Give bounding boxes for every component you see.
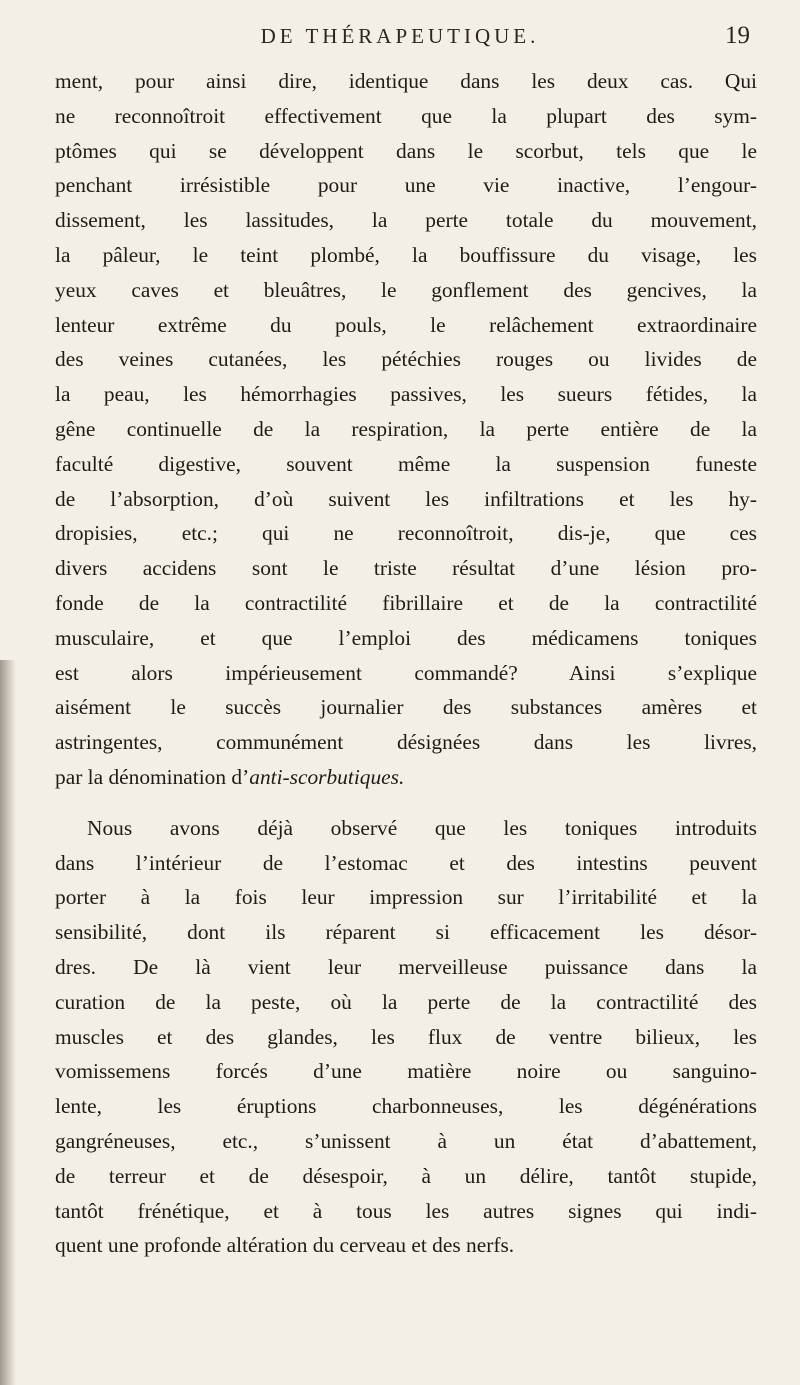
text-line: quent une profonde altération du cerveau et des nerfs. [55, 1233, 515, 1258]
running-head [0, 24, 800, 64]
text-line: divers accidens sont le triste résultat d’une lésion pro- [55, 556, 757, 581]
paragraph [55, 811, 757, 1263]
text-line: Nous avons déjà observé que les toniques introduits [87, 815, 757, 840]
page-edge-shadow [0, 660, 16, 1385]
text-line: curation de la peste, où la perte de la contractilité des [55, 989, 757, 1014]
text-line: sensibilité, dont ils réparent si efficacement les désor- [55, 920, 757, 945]
text-line: vomissemens forcés d’une matière noire ou sanguino- [55, 1059, 757, 1084]
text-line: musculaire, et que l’emploi des médicamens toniques [55, 625, 757, 650]
text-line: fonde de la contractilité fibrillaire et de la contractilité [55, 590, 757, 615]
text-line: lenteur extrême du pouls, le relâchement extraordinaire [55, 312, 757, 337]
text-line: gangréneuses, etc., s’unissent à un état d’abattement, [55, 1128, 757, 1153]
text-line: des veines cutanées, les pétéchies rouges ou livides de [55, 347, 757, 372]
text-line: tantôt frénétique, et à tous les autres signes qui indi- [55, 1198, 757, 1223]
text-line: dans l’intérieur de l’estomac et des intestins peuvent [55, 850, 757, 875]
text-line: dropisies, etc.; qui ne reconnoîtroit, dis-je, que ces [55, 521, 757, 546]
page-number: 19 [725, 22, 750, 49]
paragraph-gap [55, 795, 757, 811]
text-line: dissement, les lassitudes, la perte totale du mouvement, [55, 208, 757, 233]
running-title: DE THÉRAPEUTIQUE. [260, 24, 540, 48]
text-line: porter à la fois leur impression sur l’irritabilité et la [55, 885, 757, 910]
text-line: ne reconnoîtroit effectivement que la plupart des sym- [55, 103, 757, 128]
text-line: lente, les éruptions charbonneuses, les dégénérations [55, 1094, 757, 1119]
text-line: penchant irrésistible pour une vie inactive, l’engour- [55, 173, 757, 198]
italic-term: anti-scorbutiques. [249, 764, 405, 789]
text-line: yeux caves et bleuâtres, le gonflement des gencives, la [55, 277, 757, 302]
text-line: astringentes, communément désignées dans les livres, [55, 730, 757, 755]
text-line-final [55, 760, 757, 795]
text-line: faculté digestive, souvent même la suspension funeste [55, 451, 757, 476]
text-run: par la dénomination d’ [55, 764, 250, 789]
text-line: ptômes qui se développent dans le scorbut, tels que le [55, 138, 757, 163]
text-line: gêne continuelle de la respiration, la perte entière de la [55, 416, 757, 441]
paragraph [55, 64, 757, 795]
text-line: la pâleur, le teint plombé, la bouffissure du visage, les [55, 242, 757, 267]
text-line: est alors impérieusement commandé? Ainsi s’explique [55, 660, 757, 685]
text-line: muscles et des glandes, les flux de ventre bilieux, les [55, 1024, 757, 1049]
body-text [55, 64, 757, 1263]
text-line: aisément le succès journalier des substances amères et [55, 695, 757, 720]
text-line: ment, pour ainsi dire, identique dans les deux cas. Qui [55, 69, 757, 93]
text-line: dres. De là vient leur merveilleuse puissance dans la [55, 954, 757, 979]
text-line: de terreur et de désespoir, à un délire, tantôt stupide, [55, 1163, 757, 1188]
text-line: de l’absorption, d’où suivent les infiltrations et les hy- [55, 486, 757, 511]
text-line: la peau, les hémorrhagies passives, les sueurs fétides, la [55, 382, 757, 407]
